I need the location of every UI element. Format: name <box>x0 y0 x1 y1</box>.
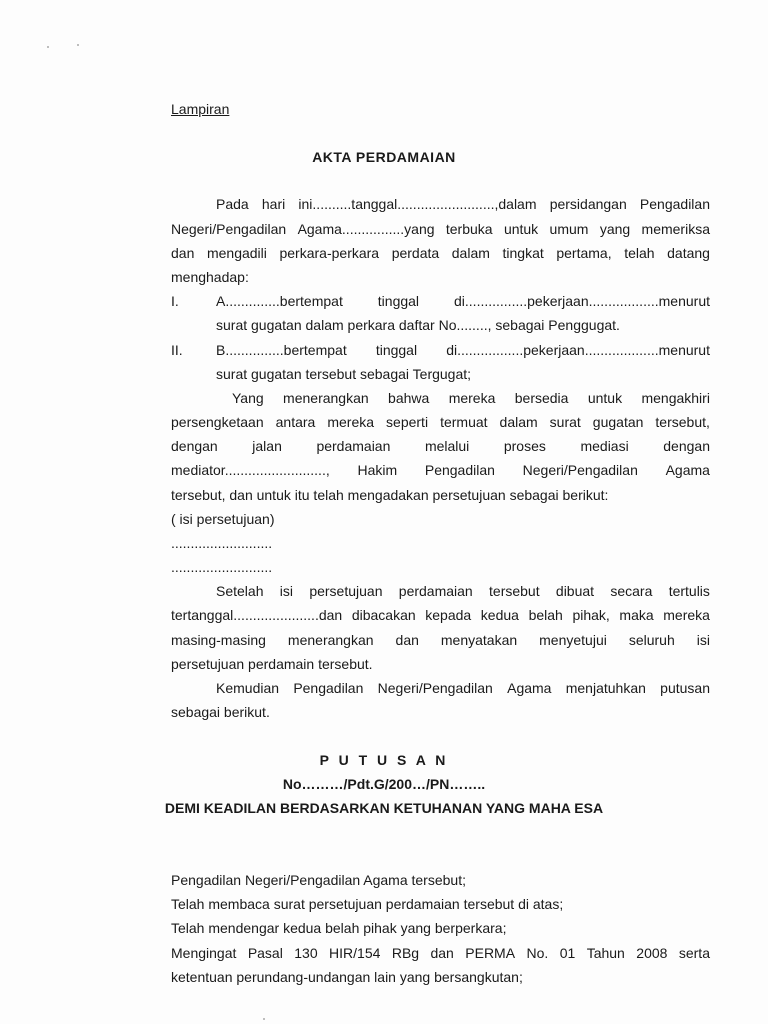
closing-line5: ketentuan perundang-undangan lain yang bersangkutan; <box>171 969 523 985</box>
word: dengan <box>663 438 710 454</box>
para1-line2 <box>171 221 710 237</box>
putusan-title: P U T U S A N <box>319 752 449 768</box>
word: untuk <box>587 390 623 406</box>
word: menerangkan <box>287 632 374 648</box>
party1-line2: surat gugatan dalam perkara daftar No........, sebagai Penggugat. <box>216 317 620 333</box>
word: isi <box>279 583 294 599</box>
word: menyetujui <box>539 632 607 648</box>
word: menyatakan <box>440 632 518 648</box>
word: persengketaan <box>171 414 264 430</box>
word: untuk <box>503 221 539 237</box>
word: belah <box>528 607 563 623</box>
word: Setelah <box>216 583 264 599</box>
word: tersebut <box>489 583 540 599</box>
word: persetujuan <box>309 583 383 599</box>
word: umum <box>549 221 589 237</box>
word: Negeri/Pengadilan <box>522 462 638 478</box>
word: tertulis <box>668 583 710 599</box>
para3-line3 <box>171 632 710 648</box>
party2-line2: surat gugatan tersebut sebagai Tergugat; <box>216 366 472 382</box>
word: jalan <box>252 438 282 454</box>
word: surat <box>549 414 581 430</box>
party1-number: I. <box>171 293 179 309</box>
word: antara <box>275 414 316 430</box>
word: Pasal <box>247 945 283 961</box>
putusan-number: No………/Pdt.G/200…/PN…….. <box>282 776 486 792</box>
word: mereka <box>327 414 375 430</box>
para2-line2 <box>171 414 710 430</box>
word: isi <box>696 632 710 648</box>
word: Hakim <box>357 462 398 478</box>
party1-line1 <box>216 293 710 309</box>
word: tinggal <box>375 342 418 358</box>
word: HIR/154 <box>329 945 381 961</box>
word: melalui <box>424 438 470 454</box>
word: Agama <box>507 680 552 696</box>
party2-line1 <box>216 342 710 358</box>
para3-line1 <box>216 583 710 599</box>
closing-line2: Telah membaca surat persetujuan perdamaian tersebut di atas; <box>171 896 564 912</box>
word: Tahun <box>586 945 625 961</box>
word: tertanggal......................dan <box>171 607 343 623</box>
scan-speck <box>77 44 79 46</box>
word: mediator.........................., <box>171 462 330 478</box>
word: yang <box>599 221 631 237</box>
word: termuat <box>440 414 488 430</box>
scan-speck <box>263 1018 265 1020</box>
closing-line4 <box>171 945 710 961</box>
word: mereka <box>663 607 710 623</box>
word: menerangkan <box>283 390 369 406</box>
para2-line5: tersebut, dan untuk itu telah mengadakan persetujuan sebagai berikut: <box>171 487 609 503</box>
word: PERMA <box>465 945 516 961</box>
word: 130 <box>294 945 318 961</box>
word: Pada <box>216 196 249 212</box>
para2-line1 <box>232 390 710 406</box>
word: Pengadilan <box>293 680 364 696</box>
para1-line1 <box>216 196 710 212</box>
word: hari <box>261 196 286 212</box>
word: persidangan <box>549 196 627 212</box>
word: Pengadilan <box>424 462 495 478</box>
word: bahwa <box>388 390 430 406</box>
word: telah <box>624 245 655 261</box>
word: seperti <box>386 414 429 430</box>
word: mengakhiri <box>641 390 710 406</box>
isi-persetujuan: ( isi persetujuan) <box>171 511 275 527</box>
word: memeriksa <box>641 221 710 237</box>
word: kedua <box>480 607 519 623</box>
word: terbuka <box>445 221 493 237</box>
para3-line2 <box>171 607 710 623</box>
para4-line2: sebagai berikut. <box>171 704 270 720</box>
word: bersedia <box>514 390 569 406</box>
word: mereka <box>448 390 496 406</box>
dotted-line: .......................... <box>171 559 273 575</box>
word: serta <box>678 945 710 961</box>
word: dan <box>395 632 419 648</box>
word: Pengadilan <box>639 196 710 212</box>
word: pertama, <box>556 245 612 261</box>
word: gugatan <box>592 414 644 430</box>
lampiran-label: Lampiran <box>171 101 230 117</box>
word: proses <box>503 438 546 454</box>
putusan-heading: DEMI KEADILAN BERDASARKAN KETUHANAN YANG MAHA ESA <box>164 800 604 816</box>
word: seluruh <box>628 632 675 648</box>
word: RBg <box>391 945 420 961</box>
word: dan <box>171 245 195 261</box>
para4-line1 <box>216 680 710 696</box>
word: mediasi <box>580 438 629 454</box>
document-title: AKTA PERDAMAIAN <box>312 149 456 165</box>
word: pihak, <box>572 607 610 623</box>
word: putusan <box>660 680 710 696</box>
word: dibuat <box>555 583 595 599</box>
party2-number: II. <box>171 342 183 358</box>
word: B...............bertempat <box>216 342 347 358</box>
para2-line4 <box>171 462 710 478</box>
word: secara <box>610 583 653 599</box>
word: Negeri/Pengadilan <box>171 221 287 237</box>
word: 01 <box>559 945 576 961</box>
word: tinggal <box>377 293 420 309</box>
closing-line1: Pengadilan Negeri/Pengadilan Agama tersebut; <box>171 872 466 888</box>
dotted-line: .......................... <box>171 535 273 551</box>
word: menjatuhkan <box>565 680 646 696</box>
word: dan <box>430 945 454 961</box>
word: Yang <box>232 390 264 406</box>
word: perdamaian <box>398 583 473 599</box>
word: perdamaian <box>316 438 391 454</box>
word: Agama <box>665 462 710 478</box>
word: Negeri/Pengadilan <box>377 680 493 696</box>
word: di................pekerjaan..................menurut <box>454 293 710 309</box>
word: tersebut, <box>655 414 710 430</box>
para2-line3 <box>171 438 710 454</box>
para1-line4: menghadap: <box>171 269 249 285</box>
word: Mengingat <box>171 945 237 961</box>
word: dibacakan <box>351 607 416 623</box>
para1-line3 <box>171 245 710 261</box>
word: Kemudian <box>216 680 280 696</box>
word: Agama................yang <box>297 221 435 237</box>
word: dalam <box>499 414 538 430</box>
closing-line3: Telah mendengar kedua belah pihak yang berperkara; <box>171 920 507 936</box>
word: dengan <box>171 438 218 454</box>
word: A..............bertempat <box>216 293 343 309</box>
word: tingkat <box>502 245 544 261</box>
word: No. <box>526 945 549 961</box>
word: 2008 <box>636 945 668 961</box>
word: masing-masing <box>171 632 266 648</box>
scan-speck <box>47 46 49 48</box>
word: ini..........tanggal.........................,dalam <box>298 196 537 212</box>
word: maka <box>619 607 654 623</box>
word: perdata <box>391 245 440 261</box>
word: perkara-perkara <box>279 245 380 261</box>
para3-line4: persetujuan perdamain tersebut. <box>171 656 373 672</box>
word: dalam <box>451 245 490 261</box>
word: mengadili <box>206 245 267 261</box>
word: datang <box>667 245 710 261</box>
word: di.................pekerjaan...................menurut <box>446 342 710 358</box>
word: kepada <box>425 607 472 623</box>
